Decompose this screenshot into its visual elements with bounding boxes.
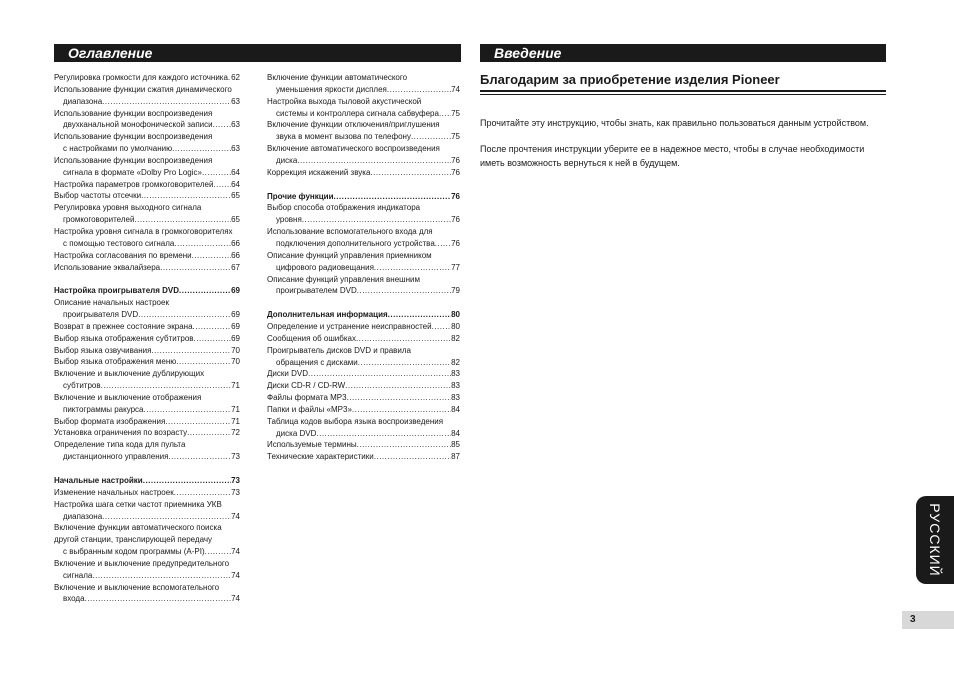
toc-leader-dots — [194, 333, 232, 345]
toc-leader-dots — [357, 285, 451, 297]
toc-leader-dots — [168, 451, 231, 463]
toc-entry-text: Описание начальных настроек — [54, 298, 169, 308]
toc-page-number: 76 — [451, 167, 460, 177]
toc-entry[interactable] — [267, 202, 460, 226]
toc-page-number: 76 — [451, 155, 460, 165]
toc-entry-text: Настройка уровня сигнала в громкоговорителях — [54, 226, 233, 236]
toc-page-number: 74 — [231, 547, 240, 557]
toc-leader-dots — [172, 143, 231, 155]
toc-entry-text: Проигрыватель дисков DVD и правила — [267, 345, 412, 355]
toc-leader-dots — [435, 238, 451, 250]
toc-entry-text: пиктограммы ракурса — [63, 404, 144, 414]
toc-entry-text: Выбор формата изображения — [54, 416, 166, 426]
toc-entry-text: Использование функции воспроизведения — [54, 132, 213, 142]
toc-leader-dots — [165, 416, 231, 428]
toc-leader-dots — [302, 214, 451, 226]
toc-page-number: 67 — [231, 262, 240, 272]
toc-page-number: 66 — [231, 250, 240, 260]
toc-entry-text: Прочие функции — [267, 191, 334, 201]
toc-entry-text: Описание функций управления приемником — [267, 250, 432, 260]
toc-section-heading[interactable] — [267, 309, 460, 321]
toc-entry-text: Технические характеристики — [267, 452, 374, 462]
toc-entry-text: Настройка согласования по времени — [54, 250, 192, 260]
toc-entry[interactable] — [54, 333, 240, 345]
toc-entry-text: диапазона — [63, 511, 103, 521]
toc-entry-text: Выбор языка отображения меню — [54, 357, 177, 367]
toc-entry-text: Дополнительная информация — [267, 310, 388, 320]
toc-section-heading[interactable] — [267, 191, 460, 203]
toc-entry-text: подключения дополнительного устройства — [276, 238, 435, 248]
toc-section-heading[interactable] — [54, 285, 240, 297]
toc-leader-dots — [387, 84, 451, 96]
toc-header-label: Оглавление — [68, 45, 153, 61]
intro-paragraph-2: После прочтения инструкции уберите ее в надежное место, чтобы в случае необходимости иметь возможность вернуться к ней в будущем. — [480, 144, 865, 168]
toc-leader-dots — [316, 428, 451, 440]
toc-entry-text: Начальные настройки — [54, 476, 143, 485]
toc-page-number: 74 — [231, 511, 240, 521]
toc-page-number: 64 — [231, 167, 240, 177]
toc-entry-text: дистанционного управления — [63, 452, 169, 462]
toc-page-number: 70 — [231, 357, 240, 367]
toc-entry-text: системы и контроллера сигнала сабвуфера — [276, 108, 439, 118]
toc-page-number: 84 — [451, 404, 460, 414]
toc-entry-text: Включение функции автоматического поиска — [54, 523, 222, 533]
toc-header — [54, 44, 461, 62]
toc-entry-text: Используемые термины — [267, 440, 357, 450]
toc-leader-dots — [357, 439, 451, 451]
toc-leader-dots — [151, 345, 231, 357]
toc-entry[interactable] — [54, 321, 240, 333]
toc-page-number: 74 — [451, 84, 460, 94]
toc-leader-dots — [92, 570, 231, 582]
toc-entry-text: входа — [63, 594, 85, 604]
toc-entry[interactable] — [267, 143, 460, 167]
toc-entry-text: субтитров — [63, 381, 101, 391]
toc-entry[interactable] — [267, 368, 460, 380]
toc-entry-text: сигнала — [63, 570, 93, 580]
toc-page-number: 69 — [231, 321, 240, 331]
toc-entry[interactable] — [54, 84, 240, 108]
toc-entry[interactable] — [54, 487, 240, 499]
toc-entry-text: Использование эквалайзера — [54, 262, 161, 272]
toc-leader-dots — [174, 487, 231, 499]
toc-entry-text: Диски CD-R / CD-RW — [267, 381, 346, 391]
toc-entry-text: Определение типа кода для пульта — [54, 440, 186, 450]
toc-entry-text: Использование вспомогательного входа для — [267, 227, 433, 237]
toc-entry[interactable] — [54, 250, 240, 262]
toc-entry[interactable] — [54, 262, 240, 274]
toc-entry[interactable] — [54, 190, 240, 202]
toc-page-number: 63 — [231, 120, 240, 130]
toc-page-number: 75 — [451, 108, 460, 118]
toc-entry[interactable] — [54, 522, 240, 558]
toc-entry-text: Включение автоматического воспроизведения — [267, 144, 440, 154]
toc-page-number: 63 — [231, 96, 240, 106]
toc-column-right — [267, 72, 460, 463]
toc-entry-text: Выбор частоты отсечки — [54, 191, 142, 201]
toc-entry-text: Возврат в прежнее состояние экрана — [54, 321, 193, 331]
toc-entry-text: проигрывателя DVD — [63, 310, 139, 320]
toc-leader-dots — [213, 179, 231, 191]
toc-leader-dots — [388, 309, 451, 321]
toc-entry-text: Диски DVD — [267, 369, 308, 379]
toc-leader-dots — [358, 357, 451, 369]
toc-entry-text: Использование функции воспроизведения — [54, 108, 213, 118]
toc-page-number: 63 — [231, 144, 240, 154]
toc-entry[interactable] — [267, 250, 460, 274]
toc-page-number: 73 — [231, 476, 240, 485]
toc-page-number: 83 — [451, 381, 460, 391]
toc-entry[interactable] — [267, 392, 460, 404]
toc-entry-text: сигнала в формате «Dolby Pro Logic» — [63, 167, 202, 177]
toc-leader-dots — [308, 368, 451, 380]
toc-leader-dots — [187, 427, 231, 439]
toc-entry[interactable] — [267, 321, 460, 333]
toc-column-left — [54, 72, 240, 605]
toc-entry[interactable] — [267, 72, 460, 96]
toc-leader-dots — [101, 380, 231, 392]
toc-entry[interactable] — [54, 582, 240, 606]
toc-entry[interactable] — [267, 96, 460, 120]
toc-page-number: 72 — [231, 428, 240, 438]
toc-entry[interactable] — [267, 119, 460, 143]
toc-entry[interactable] — [267, 167, 460, 179]
toc-leader-dots — [297, 155, 451, 167]
toc-entry[interactable] — [54, 499, 240, 523]
toc-entry[interactable] — [54, 439, 240, 463]
toc-leader-dots — [356, 333, 451, 345]
toc-page-number: 73 — [231, 452, 240, 462]
toc-leader-dots — [174, 238, 231, 250]
toc-entry-text: Использование функции сжатия динамического — [54, 84, 232, 94]
toc-page-number: 74 — [231, 570, 240, 580]
toc-page-number: 82 — [451, 357, 460, 367]
toc-entry-text: Использование функции воспроизведения — [54, 155, 213, 165]
toc-entry-text: с выбранным кодом программы (A-PI) — [63, 547, 205, 557]
toc-entry[interactable] — [54, 356, 240, 368]
toc-entry[interactable] — [54, 108, 240, 132]
toc-entry-text: Выбор способа отображения индикатора — [267, 203, 421, 213]
language-tab — [916, 496, 954, 584]
toc-entry-text: Определение и устранение неисправностей — [267, 322, 432, 332]
toc-entry-text: двухканальной монофонической записи — [63, 120, 213, 130]
toc-entry[interactable] — [267, 451, 460, 463]
toc-leader-dots — [85, 593, 232, 605]
toc-leader-dots — [347, 392, 452, 404]
toc-entry-text: диска — [276, 155, 298, 165]
toc-entry[interactable] — [267, 404, 460, 416]
toc-entry-text: Регулировка громкости для каждого источника — [54, 73, 228, 82]
toc-entry-text: звука в момент вызова по телефону — [276, 132, 411, 142]
toc-entry[interactable] — [54, 179, 240, 191]
toc-entry-text: Папки и файлы «MP3» — [267, 404, 352, 414]
toc-entry[interactable] — [54, 202, 240, 226]
toc-page-number: 84 — [451, 428, 460, 438]
title-rule — [480, 90, 886, 95]
toc-entry[interactable] — [54, 427, 240, 439]
toc-entry-text: другой станции, транслирующей передачу — [54, 535, 213, 545]
toc-entry[interactable] — [54, 72, 240, 84]
toc-page-number: 71 — [231, 381, 240, 391]
toc-page-number: 69 — [231, 333, 240, 343]
toc-page-number: 82 — [451, 333, 460, 343]
toc-leader-dots — [202, 167, 231, 179]
toc-entry-text: Установка ограничения по возрасту — [54, 428, 188, 438]
toc-page-number: 71 — [231, 404, 240, 414]
toc-entry-text: Настройка шага сетки частот приемника УКВ — [54, 499, 222, 509]
toc-leader-dots — [102, 96, 231, 108]
toc-page-number: 75 — [451, 132, 460, 142]
toc-entry[interactable] — [54, 345, 240, 357]
toc-page-number: 73 — [231, 487, 240, 497]
intro-paragraph-1: Прочитайте эту инструкцию, чтобы знать, как правильно пользоваться данным устройством. — [480, 118, 869, 128]
toc-leader-dots — [192, 250, 232, 262]
toc-entry-text: диапазона — [63, 96, 103, 106]
toc-entry-text: Выбор языка озвучивания — [54, 345, 152, 355]
toc-entry-text: проигрывателем DVD — [276, 286, 357, 296]
toc-entry-text: Регулировка уровня выходного сигнала — [54, 203, 202, 213]
toc-entry-text: Включение и выключение дублирующих — [54, 369, 205, 379]
toc-page-number: 76 — [451, 238, 460, 248]
toc-leader-dots — [213, 119, 231, 131]
toc-entry-text: Включение и выключение предупредительного — [54, 558, 230, 568]
toc-page-number: 87 — [451, 452, 460, 462]
toc-leader-dots — [193, 321, 232, 333]
toc-leader-dots — [102, 511, 231, 523]
toc-entry[interactable] — [54, 226, 240, 250]
toc-page-number: 83 — [451, 369, 460, 379]
toc-page-number: 65 — [231, 215, 240, 225]
toc-entry-text: Настройка проигрывателя DVD — [54, 286, 180, 296]
toc-entry-text: с настройками по умолчанию — [63, 144, 173, 154]
toc-entry-text: Включение и выключение вспомогательного — [54, 582, 220, 592]
toc-page-number: 77 — [451, 262, 460, 272]
toc-entry-text: Настройка выхода тыловой акустической — [267, 96, 422, 106]
toc-entry-text: Выбор языка отображения субтитров — [54, 333, 194, 343]
toc-leader-dots — [143, 475, 231, 487]
toc-leader-dots — [334, 191, 452, 203]
toc-page-number: 79 — [451, 286, 460, 296]
toc-leader-dots — [411, 131, 451, 143]
toc-page-number: 69 — [231, 310, 240, 320]
toc-entry[interactable] — [267, 345, 460, 369]
toc-entry[interactable] — [54, 558, 240, 582]
toc-leader-dots — [205, 546, 231, 558]
toc-page-number: 71 — [231, 416, 240, 426]
toc-page-number: 80 — [451, 322, 460, 332]
toc-page-number: 74 — [231, 594, 240, 604]
intro-header — [480, 44, 886, 62]
toc-leader-dots — [352, 404, 451, 416]
toc-leader-dots — [432, 321, 452, 333]
toc-leader-dots — [374, 451, 451, 463]
toc-entry-text: Включение функции автоматического — [267, 73, 408, 82]
toc-entry[interactable] — [54, 392, 240, 416]
toc-page-number: 64 — [231, 179, 240, 189]
toc-leader-dots — [176, 356, 231, 368]
toc-leader-dots — [179, 285, 231, 297]
toc-entry-text: обращения с дисками — [276, 357, 358, 367]
toc-entry-text: Описание функций управления внешним — [267, 274, 420, 284]
toc-entry[interactable] — [54, 297, 240, 321]
toc-leader-dots — [141, 190, 231, 202]
toc-entry-text: Сообщения об ошибках — [267, 333, 356, 343]
toc-leader-dots — [439, 108, 451, 120]
toc-entry[interactable] — [54, 368, 240, 392]
toc-leader-dots — [374, 262, 451, 274]
toc-page-number: 76 — [451, 191, 460, 201]
toc-entry-text: громкоговорителей — [63, 215, 135, 225]
toc-page-number: 85 — [451, 440, 460, 450]
toc-entry[interactable] — [267, 274, 460, 298]
toc-entry-text: уровня — [276, 215, 302, 225]
toc-leader-dots — [138, 309, 231, 321]
toc-entry[interactable] — [267, 226, 460, 250]
toc-leader-dots — [160, 262, 231, 274]
toc-entry-text: Изменение начальных настроек — [54, 487, 174, 497]
intro-header-label: Введение — [494, 45, 562, 61]
toc-entry[interactable] — [267, 333, 460, 345]
language-tab-label: РУССКИЙ — [927, 503, 943, 577]
toc-entry-text: диска DVD — [276, 428, 317, 438]
page-number: 3 — [902, 611, 954, 629]
toc-entry-text: Коррекция искажений звука — [267, 167, 371, 177]
toc-page-number: 62 — [231, 73, 240, 82]
toc-entry[interactable] — [54, 416, 240, 428]
toc-page-number: 80 — [451, 310, 460, 320]
toc-entry-text: с помощью тестового сигнала — [63, 238, 175, 248]
toc-leader-dots — [370, 167, 451, 179]
toc-page-number: 76 — [451, 215, 460, 225]
toc-entry-text: Файлы формата MP3 — [267, 393, 347, 403]
toc-entry-text: Настройка параметров громкоговорителей — [54, 179, 214, 189]
toc-page-number: 83 — [451, 393, 460, 403]
toc-entry-text: цифрового радиовещания — [276, 262, 374, 272]
toc-entry[interactable] — [54, 131, 240, 155]
toc-leader-dots — [345, 380, 451, 392]
toc-page-number: 66 — [231, 238, 240, 248]
toc-entry[interactable] — [54, 155, 240, 179]
toc-entry[interactable] — [267, 380, 460, 392]
toc-leader-dots — [134, 214, 231, 226]
toc-page-number: 69 — [231, 286, 240, 296]
toc-page-number: 65 — [231, 191, 240, 201]
intro-title: Благодарим за приобретение изделия Pioneer — [480, 72, 780, 87]
toc-entry[interactable] — [267, 416, 460, 440]
toc-leader-dots — [144, 404, 232, 416]
toc-entry-text: уменьшения яркости дисплея — [276, 84, 387, 94]
toc-page-number: 70 — [231, 345, 240, 355]
toc-entry-text: Включение и выключение отображения — [54, 392, 202, 402]
toc-entry-text: Таблица кодов выбора языка воспроизведения — [267, 416, 444, 426]
toc-entry[interactable] — [267, 439, 460, 451]
toc-section-heading[interactable] — [54, 475, 240, 487]
toc-entry-text: Включение функции отключения/приглушения — [267, 120, 440, 130]
